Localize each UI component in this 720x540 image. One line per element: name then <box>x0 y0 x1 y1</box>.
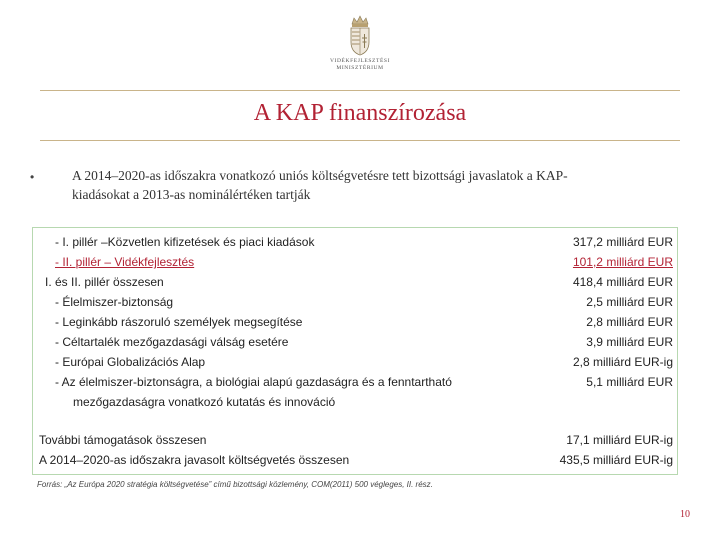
logo-line-2: MINISZTÉRIUM <box>336 65 384 71</box>
page-number: 10 <box>680 509 690 520</box>
row-label: - Céltartalék mezőgazdasági válság esetére <box>55 335 289 349</box>
table-row <box>37 352 673 372</box>
bullet-line-1: A 2014–2020-as időszakra vonatkozó uniós költségvetésre tett bizottsági javaslatok a KAP- <box>72 168 568 183</box>
total-value: 435,5 milliárd EUR-ig <box>559 453 673 467</box>
row-label: I. és II. pillér összesen <box>45 275 164 289</box>
row-label: - I. pillér –Közvetlen kifizetések és piaci kiadások <box>55 235 315 249</box>
logo-line-1: VIDÉKFEJLESZTÉSI <box>329 58 390 64</box>
source-note: Forrás: „Az Európa 2020 stratégia költségvetése” című bizottsági közlemény, COM(2011) 500 végleges, II. rész. <box>37 480 433 489</box>
table-row <box>37 372 673 392</box>
page-title: A KAP finanszírozása <box>253 100 467 126</box>
row-value: 317,2 milliárd EUR <box>572 235 673 249</box>
row-label: - Az élelmiszer-biztonságra, a biológiai alapú gazdaságra és a fenntartható <box>55 375 452 389</box>
table-row <box>37 312 673 332</box>
row-label: - Európai Globalizációs Alap <box>55 355 206 369</box>
row-value: 2,8 milliárd EUR <box>586 315 673 329</box>
row-value: 2,8 milliárd EUR-ig <box>572 355 673 369</box>
total-row <box>37 430 673 450</box>
row-value: 3,9 milliárd EUR <box>586 335 673 349</box>
row-value: 101,2 milliárd EUR <box>572 255 673 269</box>
title-top-rule <box>40 90 680 91</box>
row-value: 418,4 milliárd EUR <box>572 275 673 289</box>
total-label: A 2014–2020-as időszakra javasolt költségvetés összesen <box>39 453 350 467</box>
total-value: 17,1 milliárd EUR-ig <box>566 433 673 447</box>
table-row <box>37 272 673 292</box>
row-label: - II. pillér – Vidékfejlesztés <box>55 255 195 269</box>
row-value: 2,5 milliárd EUR <box>586 295 673 309</box>
table-row <box>37 252 673 272</box>
table-row <box>37 232 673 252</box>
bullet-icon: • <box>30 170 35 184</box>
bullet-line-2: kiadásokat a 2013-as nominálértéken tartják <box>72 187 311 202</box>
row-value: 5,1 milliárd EUR <box>586 375 673 389</box>
row-label: - Élelmiszer-biztonság <box>55 295 174 309</box>
title-bottom-rule <box>40 140 680 141</box>
total-label: További támogatások összesen <box>39 433 207 447</box>
row-label: - Leginkább rászoruló személyek megsegítése <box>55 315 303 329</box>
ministry-logo <box>318 14 402 72</box>
bullet-text <box>72 166 692 204</box>
table-row <box>37 332 673 352</box>
table-row <box>37 292 673 312</box>
hungarian-coat-of-arms-icon <box>347 14 373 56</box>
total-row <box>37 450 673 470</box>
row-label: mezőgazdaságra vonatkozó kutatás és innováció <box>73 395 336 409</box>
table-row <box>37 392 673 412</box>
